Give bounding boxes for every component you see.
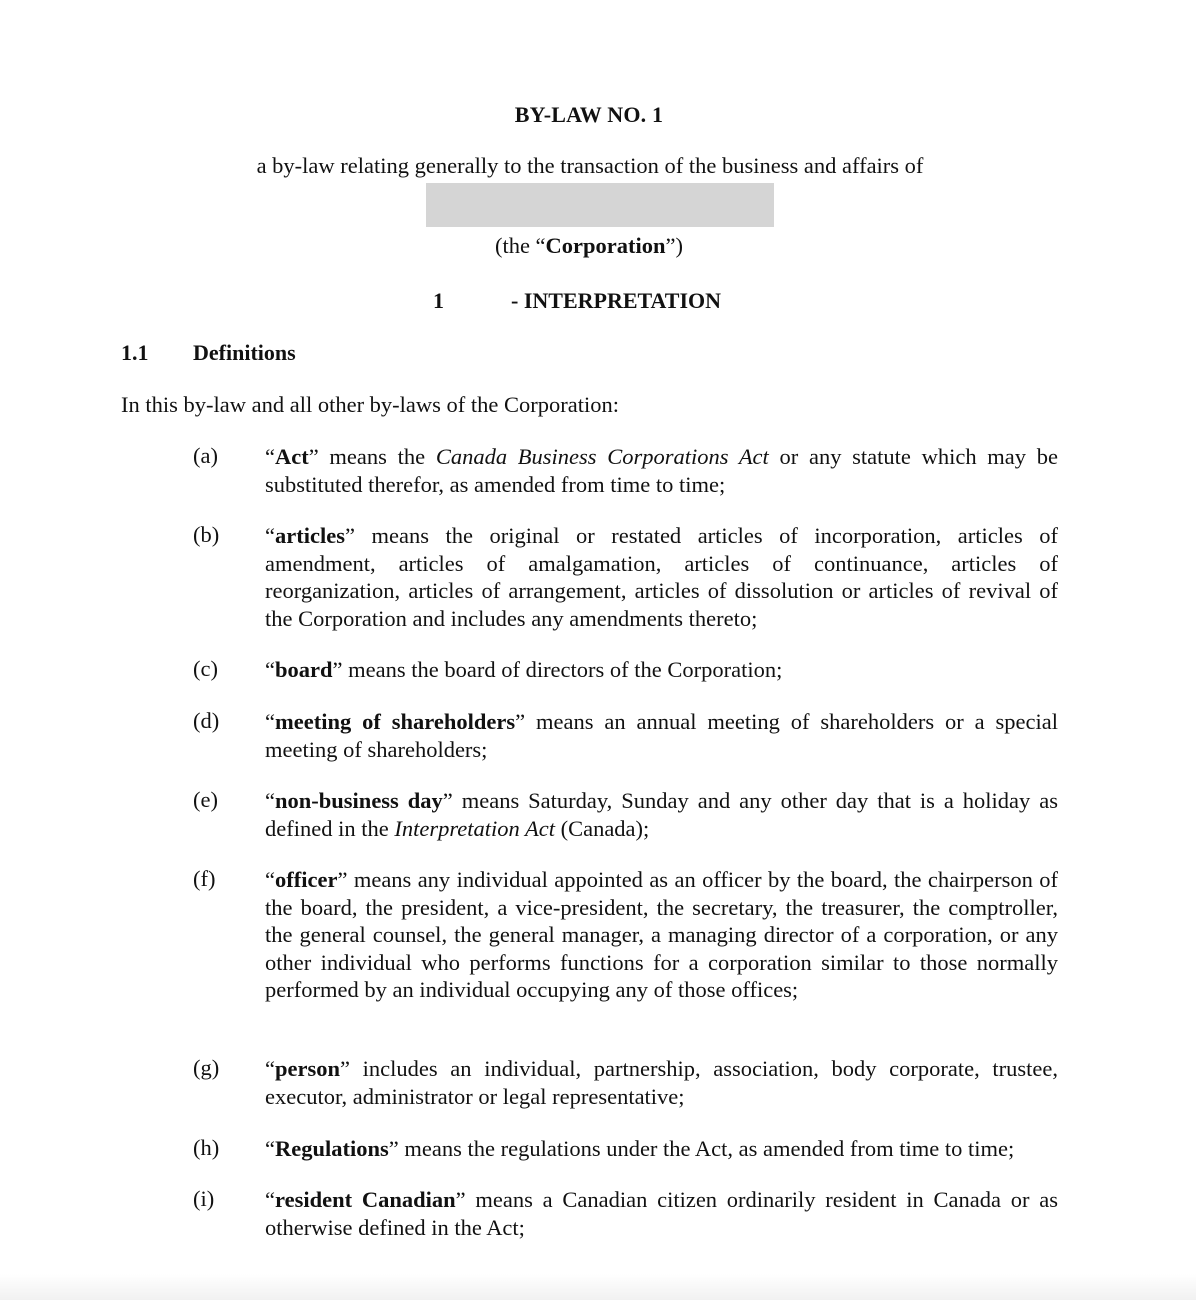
open-quote: “ — [265, 788, 275, 813]
definition-rest: ” means the original or restated articles of incorporation, articles of amendment, articles of amalgamation, articles of continuance, articles of reorganization, articles of arrangement, articles of dissolution or articles of revival of the Corporation and includes any amendments thereto; — [265, 523, 1058, 631]
definition-text — [265, 787, 1058, 842]
definition-pre: ” means Saturday, Sunday and any other day that is a holiday as defined in the — [265, 788, 1058, 841]
defined-term: resident Canadian — [275, 1187, 456, 1212]
statute-name: Interpretation Act — [394, 815, 555, 841]
definition-post: (Canada); — [554, 815, 650, 841]
page-bottom-shadow — [0, 1274, 1196, 1300]
definition-text — [265, 656, 1058, 684]
definition-text — [265, 708, 1058, 763]
item-label: (d) — [193, 708, 220, 733]
defined-term: meeting of shareholders — [275, 709, 516, 734]
item-label: (g) — [193, 1055, 220, 1080]
definition-text — [265, 522, 1058, 632]
defined-term: officer — [275, 867, 338, 892]
definition-rest: ” means any individual appointed as an officer by the board, the chairperson of the board, the president, a vice-president, the secretary, the treasurer, the comptroller, the general counsel, the general manager, a managing director of a corporation, or any other individual who performs functions for a corporation similar to those normally performed by an individual occupying any of those offices; — [265, 867, 1058, 1002]
definition-text — [265, 443, 1058, 498]
redacted-corporation-name — [426, 183, 774, 227]
defined-term: person — [275, 1056, 341, 1081]
item-label: (f) — [193, 866, 216, 891]
open-quote: “ — [265, 867, 275, 892]
article-number: 1 — [433, 288, 444, 313]
definition-item — [193, 1186, 1058, 1241]
definition-item — [193, 708, 1058, 763]
article-title: - INTERPRETATION — [511, 288, 722, 313]
definition-rest: ” means the regulations under the Act, as amended from time to time; — [388, 1136, 1015, 1161]
corp-prefix: (the “ — [494, 233, 546, 258]
definition-post: or any statute which may be substituted therefor, as amended from time to time; — [265, 444, 1058, 497]
definition-item — [193, 1135, 1058, 1163]
definition-item — [193, 1055, 1058, 1110]
open-quote: “ — [265, 444, 275, 469]
defined-term: articles — [275, 523, 345, 548]
definition-rest: ” includes an individual, partnership, association, body corporate, trustee, executor, administrator or legal representative; — [265, 1056, 1058, 1109]
open-quote: “ — [265, 523, 275, 548]
definition-pre: ” means the — [308, 444, 436, 469]
definition-text — [265, 866, 1058, 1004]
definition-item — [193, 656, 1058, 684]
defined-term: Regulations — [275, 1136, 389, 1161]
corporation-definition-line — [0, 233, 1178, 259]
bylaw-title: BY-LAW NO. 1 — [514, 102, 664, 127]
open-quote: “ — [265, 1136, 275, 1161]
item-label: (e) — [193, 787, 218, 812]
defined-term: Act — [275, 444, 309, 469]
definition-text — [265, 1135, 1058, 1163]
open-quote: “ — [265, 1187, 275, 1212]
definition-item — [193, 866, 1058, 1004]
item-label: (c) — [193, 656, 218, 681]
corp-term: Corporation — [545, 233, 666, 258]
corp-suffix: ”) — [665, 233, 684, 258]
definition-rest: ” means an annual meeting of shareholders or a special meeting of shareholders; — [265, 709, 1058, 762]
item-label: (i) — [193, 1186, 215, 1211]
section-title: Definitions — [193, 340, 296, 365]
definition-rest: ” means the board of directors of the Corporation; — [332, 657, 783, 682]
definitions-intro: In this by-law and all other by-laws of the Corporation: — [121, 392, 620, 417]
open-quote: “ — [265, 709, 275, 734]
definition-text — [265, 1186, 1058, 1241]
section-number: 1.1 — [121, 340, 149, 365]
item-label: (a) — [193, 443, 218, 468]
open-quote: “ — [265, 657, 275, 682]
definition-item — [193, 443, 1058, 498]
statute-name: Canada Business Corporations Act — [435, 444, 769, 469]
definition-text — [265, 1055, 1058, 1110]
item-label: (h) — [193, 1135, 220, 1160]
defined-term: board — [275, 657, 333, 682]
item-label: (b) — [193, 522, 220, 547]
definition-rest: ” means a Canadian citizen ordinarily resident in Canada or as otherwise defined in the Act; — [265, 1187, 1059, 1240]
defined-term: non-business day — [275, 788, 443, 813]
definition-item — [193, 522, 1058, 632]
bylaw-subtitle: a by-law relating generally to the transaction of the business and affairs of — [256, 153, 924, 178]
open-quote: “ — [265, 1056, 275, 1081]
definition-item — [193, 787, 1058, 842]
